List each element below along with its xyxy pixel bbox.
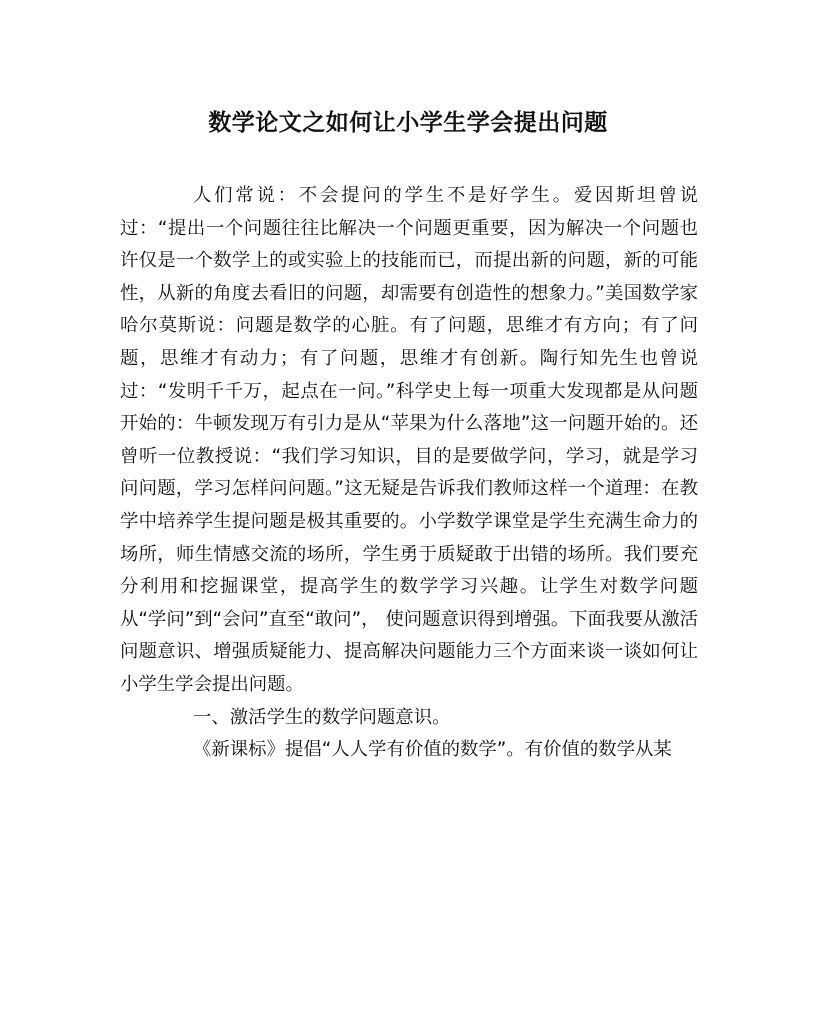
section-heading: 一、激活学生的数学问题意识。 <box>193 706 451 728</box>
intro-paragraph: 人们常说：不会提问的学生不是好学生。爱因斯坦曾说过：“提出一个问题往往比解决一个问题更重要，因为解决一个问题也许仅是一个数学上的或实验上的技能而已，而提出新的问题，新的可能性，从新的角度去看旧的问题，却需要有创造性的想象力。”美国数学家哈尔莫斯说：问题是数学的心脏。有了问题，思维才有方向；有了问题，思维才有动力；有了问题，思维才有创新。陶行知先生也曾说过：“发明千千万，起点在一问。”科学史上每一项重大发现都是从问题开始的：牛顿发现万有引力是从“苹果为什么落地”这一问题开始的。还曾听一位教授说：“我们学习知识，目的是要做学问，学习，就是学习问问题，学习怎样问问题。”这无疑是告诉我们教师这样一个道理：在教学中培养学生提问题是极其重要的。小学数学课堂是学生充满生命力的场所，师生情感交流的场所，学生勇于质疑敢于出错的场所。我们要充分利用和挖掘课堂，提高学生的数学学习兴趣。让学生对数学问题从“学问”到“会问”直至“敢问”， 使问题意识得到增强。下面我要从激活问题意识、增强质疑能力、提高解决问题能力三个方面来谈一谈如何让小学生学会提出问题。 <box>120 185 698 695</box>
document-title: 数学论文之如何让小学生学会提出问题 <box>208 109 608 136</box>
section-paragraph: 《新课标》提倡“人人学有价值的数学”。有价值的数学从某 <box>193 739 672 761</box>
document-body <box>120 180 698 767</box>
